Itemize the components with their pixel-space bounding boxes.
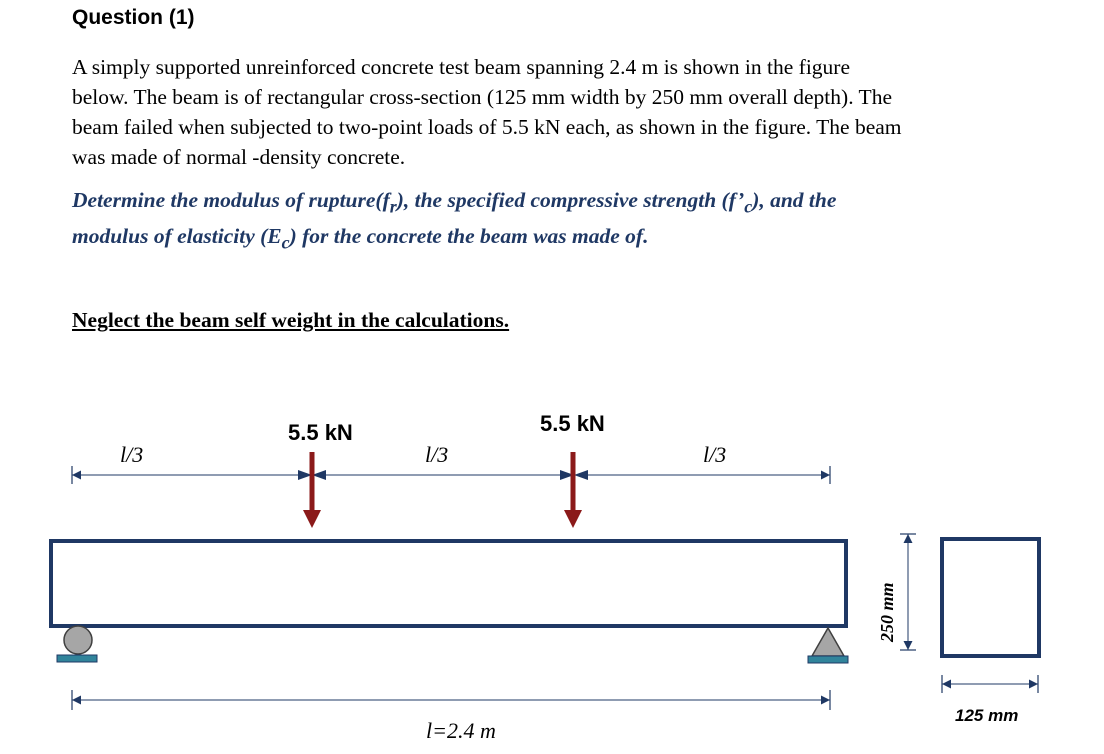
point-load-right: [564, 452, 582, 528]
self-weight-note: Neglect the beam self weight in the calculations.: [72, 308, 510, 332]
point-load-left: [303, 452, 321, 528]
span-dimension: [72, 690, 830, 710]
third-label-right: l/3: [703, 442, 727, 467]
thirds-dimension: [72, 466, 830, 484]
tick-arrow: [574, 470, 588, 480]
span-label: l=2.4 m: [426, 718, 496, 743]
question-heading: Question (1): [72, 6, 195, 29]
beam: [51, 541, 846, 626]
cross-section: [942, 539, 1039, 656]
roller-support: [57, 626, 97, 662]
width-label: 125 mm: [955, 706, 1019, 725]
third-label-left: l/3: [120, 442, 144, 467]
load-label-right: 5.5 kN: [540, 411, 605, 436]
width-dimension: [942, 675, 1038, 693]
task-line-2: modulus of elasticity $(E_c)$ for the concrete the beam was made of.: [72, 224, 649, 253]
load-label-left: 5.5 kN: [288, 420, 353, 445]
pin-support: [808, 628, 848, 663]
problem-line-1: A simply supported unreinforced concrete test beam spanning 2.4 m is shown in the figure: [72, 55, 851, 79]
problem-line-3: beam failed when subjected to two-point loads of 5.5 kN each, as shown in the figure. The beam: [72, 115, 902, 139]
depth-label: 250 mm: [877, 582, 897, 642]
problem-line-4: was made of normal -density concrete.: [72, 145, 406, 169]
depth-dimension: [900, 534, 916, 650]
problem-line-2: below. The beam is of rectangular cross-section (125 mm width by 250 mm overall depth). The: [72, 85, 892, 109]
third-label-middle: l/3: [425, 442, 449, 467]
task-line-1: Determine the modulus of $rupture(f_r)$, the specified compressive strength $(f’_c)$, and the: [72, 188, 837, 217]
